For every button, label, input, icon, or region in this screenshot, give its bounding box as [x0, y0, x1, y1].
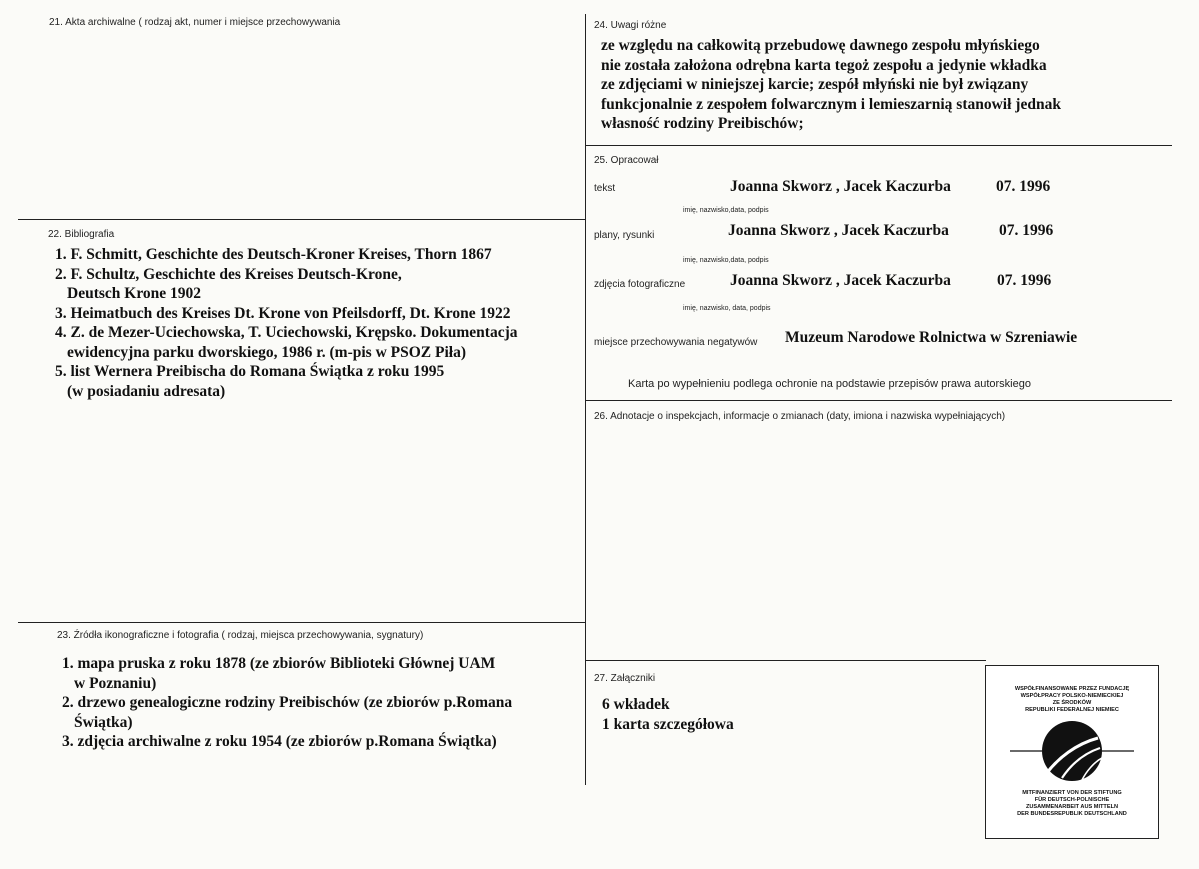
section-21-label: 21. Akta archiwalne ( rodzaj akt, numer i miejsce przechowywania — [49, 17, 341, 28]
author-row-caption: imię, nazwisko,data, podpis — [683, 257, 769, 264]
list-item: 4. Z. de Mezer-Uciechowska, T. Uciechowski, Krępsko. Dokumentacja — [55, 324, 518, 341]
section-26-label: 26. Adnotacje o inspekcjach, informacje o zmianach (daty, imiona i nazwiska wypełniających) — [594, 411, 1006, 422]
remarks-line: nie została założona odrębna karta tegoż zespołu a jedynie wkładka — [601, 56, 1047, 74]
list-item: 1. F. Schmitt, Geschichte des Deutsch-Kroner Kreises, Thorn 1867 — [55, 246, 492, 263]
section-23-label: 23. Źródła ikonograficzne i fotografia ( rodzaj, miejsca przechowywania, sygnatury) — [57, 630, 424, 641]
logo-text-pl: REPUBLIKI FEDERALNEJ NIEMIEC — [1025, 707, 1119, 713]
divider-24-25 — [586, 145, 1172, 146]
logo-text-de: ZUSAMMENARBEIT AUS MITTELN — [1025, 804, 1119, 810]
author-row-value: Joanna Skworz , Jacek Kaczurba — [730, 272, 951, 289]
remarks-line: ze zdjęciami w niniejszej karcie; zespół młyński nie był związany — [601, 76, 1029, 93]
list-item: 2. F. Schultz, Geschichte des Kreises Deutsch-Krone, — [55, 265, 402, 283]
list-item: 2. drzewo genealogiczne rodziny Preibischów (ze zbiorów p.Romana — [62, 694, 513, 711]
list-item: 5. list Wernera Preibischa do Romana Świątka z roku 1995 — [55, 363, 445, 380]
author-row-date: 07. 1996 — [999, 222, 1054, 239]
logo-text-de: MITFINANZIERT VON DER STIFTUNG — [1022, 790, 1122, 796]
logo-text-de: DER BUNDESREPUBLIK DEUTSCHLAND — [1017, 811, 1127, 817]
foundation-logo — [985, 665, 1159, 839]
logo-text-pl: ZE ŚRODKÓW — [1052, 700, 1092, 706]
section-27-label: 27. Załączniki — [594, 673, 656, 684]
list-item: w Poznaniu) — [74, 674, 157, 692]
logo-text-pl: WSPÓŁPRACY POLSKO-NIEMIECKIEJ — [1020, 693, 1124, 699]
logo-text-de: FÜR DEUTSCH-POLNISCHE — [1034, 797, 1110, 803]
section-22-label: 22. Bibliografia — [48, 229, 115, 240]
negatives-value: Muzeum Narodowe Rolnictwa w Szreniawie — [785, 329, 1078, 346]
author-row-value: Joanna Skworz , Jacek Kaczurba — [728, 222, 949, 239]
section-25-label: 25. Opracował — [594, 155, 659, 166]
foundation-emblem-icon — [986, 716, 1158, 796]
list-item: 3. zdjęcia archiwalne z roku 1954 (ze zbiorów p.Romana Świątka) — [62, 733, 497, 750]
list-item: 1. mapa pruska z roku 1878 (ze zbiorów Biblioteki Głównej UAM — [62, 655, 496, 672]
attachments-list — [602, 695, 734, 734]
negatives-label: miejsce przechowywania negatywów — [594, 337, 758, 348]
divider-22-23 — [18, 622, 586, 623]
author-row-date: 07. 1996 — [997, 272, 1052, 289]
list-item: 3. Heimatbuch des Kreises Dt. Krone von Pfeilsdorff, Dt. Krone 1922 — [55, 304, 511, 322]
author-row-label: zdjęcia fotograficzne — [594, 279, 686, 290]
remarks-line: ze względu na całkowitą przebudowę dawnego zespołu młyńskiego — [601, 37, 1040, 54]
list-item: 6 wkładek — [602, 696, 670, 713]
author-row-caption: imię, nazwisko, data, podpis — [683, 305, 771, 312]
section-24-label: 24. Uwagi różne — [594, 20, 667, 31]
sources-list — [62, 654, 512, 752]
author-row-date: 07. 1996 — [996, 178, 1051, 195]
author-row-label: tekst — [594, 183, 616, 194]
logo-text-pl: WSPÓŁFINANSOWANE PRZEZ FUNDACJĘ — [1014, 686, 1130, 692]
remarks-line: funkcjonalnie z zespołem folwarcznym i lemieszarnią stanowił jednak — [601, 95, 1061, 113]
list-item: Świątka) — [74, 713, 133, 731]
author-row-label: plany, rysunki — [594, 230, 655, 241]
remarks-line: własność rodziny Preibischów; — [601, 115, 804, 132]
divider-25-26 — [586, 400, 1172, 401]
list-item: Deutsch Krone 1902 — [67, 285, 202, 302]
list-item: (w posiadaniu adresata) — [67, 382, 226, 400]
copyright-note: Karta po wypełnieniu podlega ochronie na podstawie przepisów prawa autorskiego — [628, 378, 1031, 390]
remarks-text — [601, 36, 1061, 134]
list-item: 1 karta szczegółowa — [602, 715, 734, 733]
bibliography-list — [55, 245, 518, 401]
author-row-caption: imię, nazwisko,data, podpis — [683, 207, 769, 214]
list-item: ewidencyjna parku dworskiego, 1986 r. (m-pis w PSOZ Piła) — [67, 343, 467, 361]
divider-26-27 — [586, 660, 986, 661]
author-row-value: Joanna Skworz , Jacek Kaczurba — [730, 178, 951, 195]
divider-21-22 — [18, 219, 586, 220]
